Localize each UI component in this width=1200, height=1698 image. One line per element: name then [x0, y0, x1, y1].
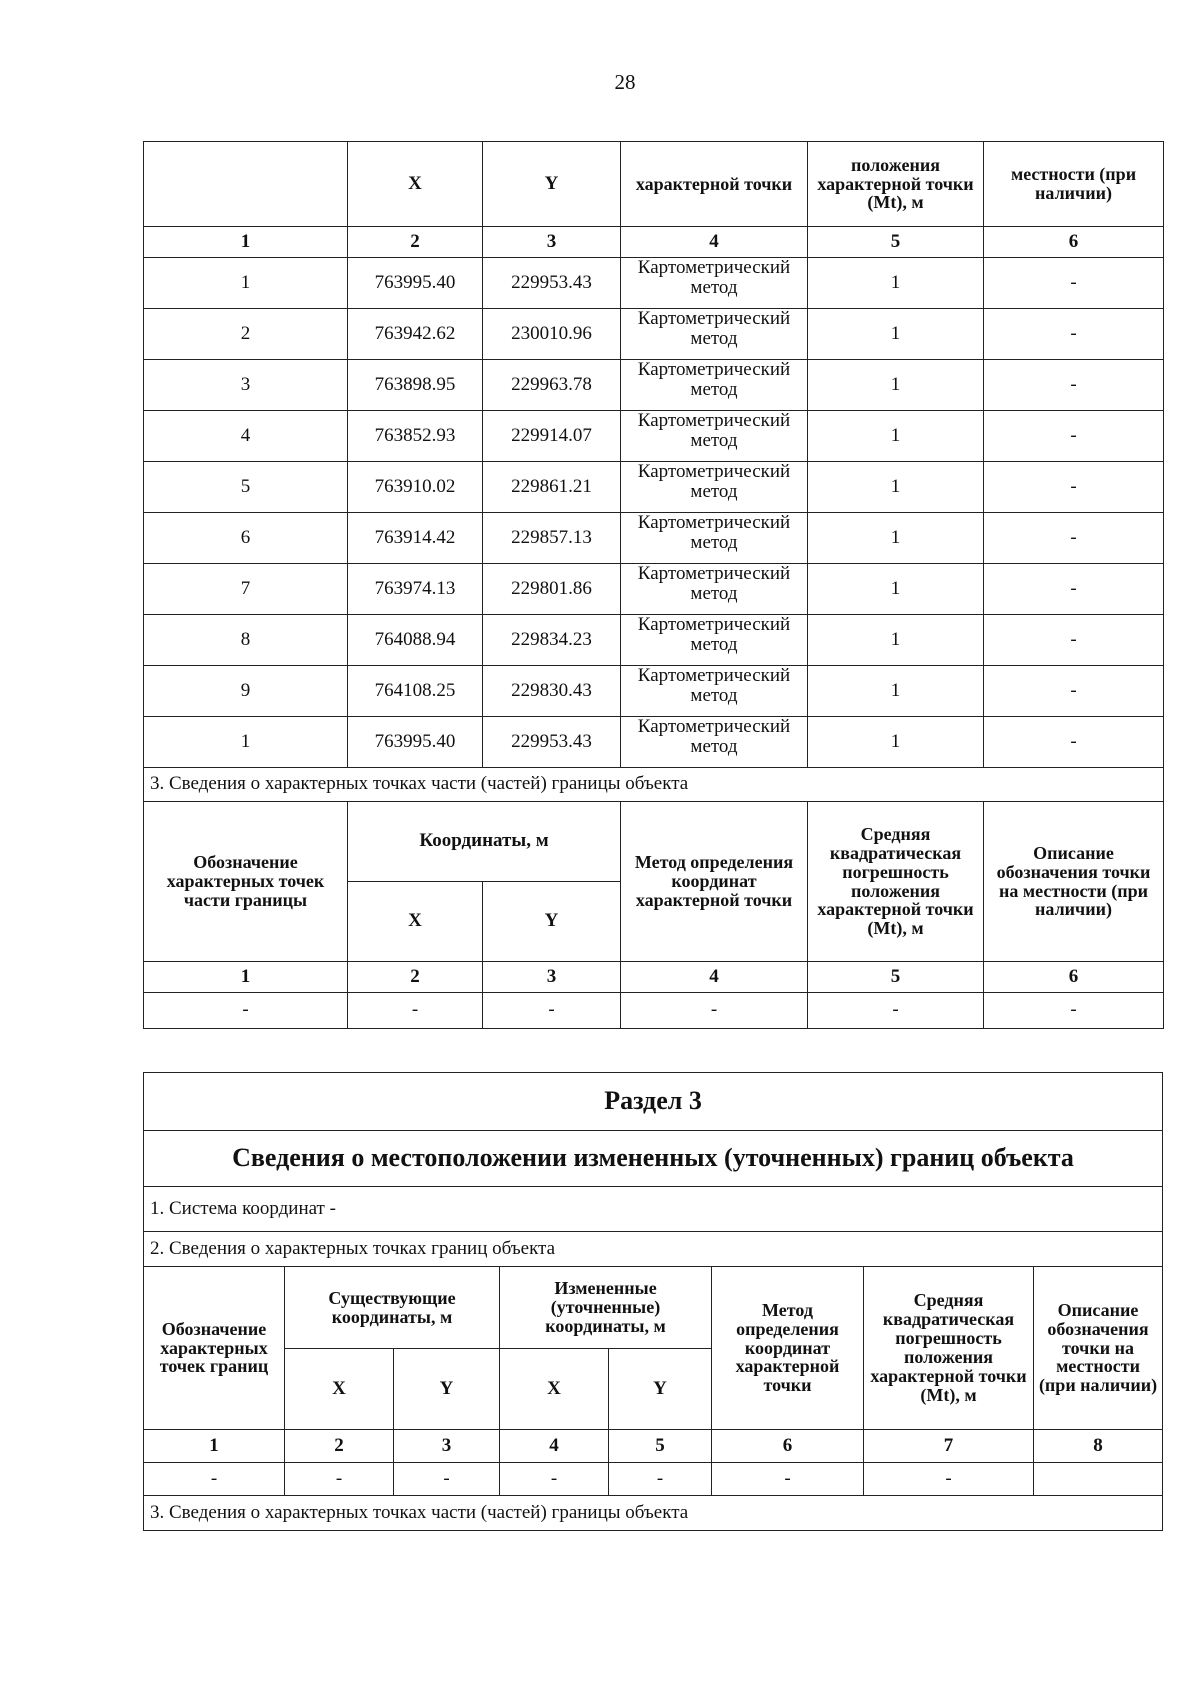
cell: - — [144, 1463, 285, 1496]
cell-method: Картометрический метод — [621, 360, 808, 411]
cell-desc: - — [984, 615, 1164, 666]
parts-label: 3. Сведения о характерных точках части (частей) границы объекта — [144, 1496, 1163, 1531]
col-number: 2 — [348, 962, 483, 993]
cell: - — [285, 1463, 394, 1496]
boundary-points-table — [143, 141, 1164, 1029]
cell: - — [348, 993, 483, 1029]
col-number: 6 — [712, 1430, 864, 1463]
col-number: 5 — [609, 1430, 712, 1463]
col-number: 6 — [984, 227, 1164, 258]
table-header-row — [144, 142, 1164, 227]
header-cell: положения характерной точки (Mt), м — [808, 142, 984, 227]
section-label: 3. Сведения о характерных точках части (частей) границы объекта — [144, 768, 1164, 802]
cell-n: 5 — [144, 462, 348, 513]
header-cell: Обозначение характерных точек границ — [144, 1267, 285, 1430]
cell-mt: 1 — [808, 360, 984, 411]
table-row — [144, 258, 1164, 309]
col-number: 8 — [1034, 1430, 1163, 1463]
cell-n: 8 — [144, 615, 348, 666]
col-number: 2 — [285, 1430, 394, 1463]
table-row — [144, 615, 1164, 666]
header-cell: X — [500, 1349, 609, 1430]
col-number: 5 — [808, 227, 984, 258]
cell-mt: 1 — [808, 411, 984, 462]
cell-method: Картометрический метод — [621, 615, 808, 666]
cell-x: 763910.02 — [348, 462, 483, 513]
table-row — [144, 309, 1164, 360]
header-cell: Измененные (уточненные) координаты, м — [500, 1267, 712, 1349]
cell-desc: - — [984, 360, 1164, 411]
column-number-row — [144, 962, 1164, 993]
points-label: 2. Сведения о характерных точках границ объекта — [144, 1232, 1163, 1267]
cell-desc: - — [984, 666, 1164, 717]
cell-method: Картометрический метод — [621, 258, 808, 309]
column-number-row — [144, 227, 1164, 258]
cell-n: 1 — [144, 258, 348, 309]
cell-x: 763942.62 — [348, 309, 483, 360]
section3-table — [143, 1072, 1163, 1531]
table-row — [144, 564, 1164, 615]
table-row — [144, 993, 1164, 1029]
cell-x: 764108.25 — [348, 666, 483, 717]
section-subtitle: Сведения о местоположении измененных (уточненных) границ объекта — [144, 1131, 1163, 1187]
cell: - — [609, 1463, 712, 1496]
cell: - — [144, 993, 348, 1029]
header-cell: Средняя квадратическая погрешность положения характерной точки (Mt), м — [808, 802, 984, 962]
cell-y: 229953.43 — [483, 717, 621, 768]
cell — [1034, 1463, 1163, 1496]
header-cell: Обозначение характерных точек части границы — [144, 802, 348, 962]
cell-method: Картометрический метод — [621, 411, 808, 462]
cell-n: 7 — [144, 564, 348, 615]
header-cell: Координаты, м — [348, 802, 621, 882]
cell-desc: - — [984, 513, 1164, 564]
table-row — [144, 717, 1164, 768]
cell-mt: 1 — [808, 462, 984, 513]
header-cell: местности (при наличии) — [984, 142, 1164, 227]
cell-desc: - — [984, 462, 1164, 513]
col-number: 2 — [348, 227, 483, 258]
cell-n: 9 — [144, 666, 348, 717]
header-cell: Метод определения координат характерной точки — [712, 1267, 864, 1430]
section-title: Раздел 3 — [144, 1073, 1163, 1131]
cell-mt: 1 — [808, 564, 984, 615]
table-header-row — [144, 1267, 1163, 1349]
header-cell: Y — [483, 882, 621, 962]
cell-desc: - — [984, 309, 1164, 360]
cell-y: 229861.21 — [483, 462, 621, 513]
header-cell: Описание обозначения точки на местности (при наличии) — [984, 802, 1164, 962]
cell: - — [394, 1463, 500, 1496]
table-row — [144, 513, 1164, 564]
header-cell: Средняя квадратическая погрешность положения характерной точки (Mt), м — [864, 1267, 1034, 1430]
col-number: 1 — [144, 1430, 285, 1463]
cell-y: 230010.96 — [483, 309, 621, 360]
cell-y: 229963.78 — [483, 360, 621, 411]
cell-method: Картометрический метод — [621, 462, 808, 513]
cell-x: 763974.13 — [348, 564, 483, 615]
table-row — [144, 462, 1164, 513]
header-cell: Существующие координаты, м — [285, 1267, 500, 1349]
header-cell: X — [348, 142, 483, 227]
col-number: 5 — [808, 962, 984, 993]
header-cell: Описание обозначения точки на местности (при наличии) — [1034, 1267, 1163, 1430]
header-cell: Y — [483, 142, 621, 227]
cell: - — [621, 993, 808, 1029]
cell-mt: 1 — [808, 513, 984, 564]
col-number: 3 — [394, 1430, 500, 1463]
cell-n: 3 — [144, 360, 348, 411]
header-cell: Y — [609, 1349, 712, 1430]
header-cell: X — [285, 1349, 394, 1430]
cell-method: Картометрический метод — [621, 309, 808, 360]
cell-y: 229914.07 — [483, 411, 621, 462]
column-number-row — [144, 1430, 1163, 1463]
header-cell: Метод определения координат характерной точки — [621, 802, 808, 962]
cell-x: 763914.42 — [348, 513, 483, 564]
table-row — [144, 360, 1164, 411]
cell-desc: - — [984, 411, 1164, 462]
col-number: 4 — [500, 1430, 609, 1463]
table-row — [144, 666, 1164, 717]
cell-method: Картометрический метод — [621, 666, 808, 717]
cell-desc: - — [984, 717, 1164, 768]
table-row — [144, 1463, 1163, 1496]
cell-desc: - — [984, 258, 1164, 309]
cell-x: 763898.95 — [348, 360, 483, 411]
cell-desc: - — [984, 564, 1164, 615]
cell-x: 763852.93 — [348, 411, 483, 462]
cell-n: 4 — [144, 411, 348, 462]
cell-mt: 1 — [808, 717, 984, 768]
cell-x: 764088.94 — [348, 615, 483, 666]
header-cell: X — [348, 882, 483, 962]
cell-n: 1 — [144, 717, 348, 768]
cell-y: 229953.43 — [483, 258, 621, 309]
table-row — [144, 411, 1164, 462]
cell-y: 229830.43 — [483, 666, 621, 717]
header-cell: характерной точки — [621, 142, 808, 227]
cell-mt: 1 — [808, 615, 984, 666]
header-cell: Y — [394, 1349, 500, 1430]
sub-header-row — [144, 802, 1164, 882]
cell-method: Картометрический метод — [621, 564, 808, 615]
col-number: 3 — [483, 962, 621, 993]
col-number: 6 — [984, 962, 1164, 993]
cell-x: 763995.40 — [348, 258, 483, 309]
col-number: 3 — [483, 227, 621, 258]
cell-method: Картометрический метод — [621, 513, 808, 564]
cell-y: 229834.23 — [483, 615, 621, 666]
cell-x: 763995.40 — [348, 717, 483, 768]
col-number: 4 — [621, 962, 808, 993]
col-number: 1 — [144, 962, 348, 993]
col-number: 1 — [144, 227, 348, 258]
col-number: 4 — [621, 227, 808, 258]
cell: - — [984, 993, 1164, 1029]
cell: - — [712, 1463, 864, 1496]
section-label-row — [144, 768, 1164, 802]
cell-n: 2 — [144, 309, 348, 360]
cell: - — [483, 993, 621, 1029]
cell-y: 229857.13 — [483, 513, 621, 564]
header-cell — [144, 142, 348, 227]
col-number: 7 — [864, 1430, 1034, 1463]
coordinate-system: 1. Система координат - — [144, 1187, 1163, 1232]
cell: - — [808, 993, 984, 1029]
cell-n: 6 — [144, 513, 348, 564]
page-number: 28 — [614, 70, 636, 94]
cell-method: Картометрический метод — [621, 717, 808, 768]
cell-y: 229801.86 — [483, 564, 621, 615]
cell-mt: 1 — [808, 309, 984, 360]
cell-mt: 1 — [808, 666, 984, 717]
cell: - — [864, 1463, 1034, 1496]
cell-mt: 1 — [808, 258, 984, 309]
cell: - — [500, 1463, 609, 1496]
